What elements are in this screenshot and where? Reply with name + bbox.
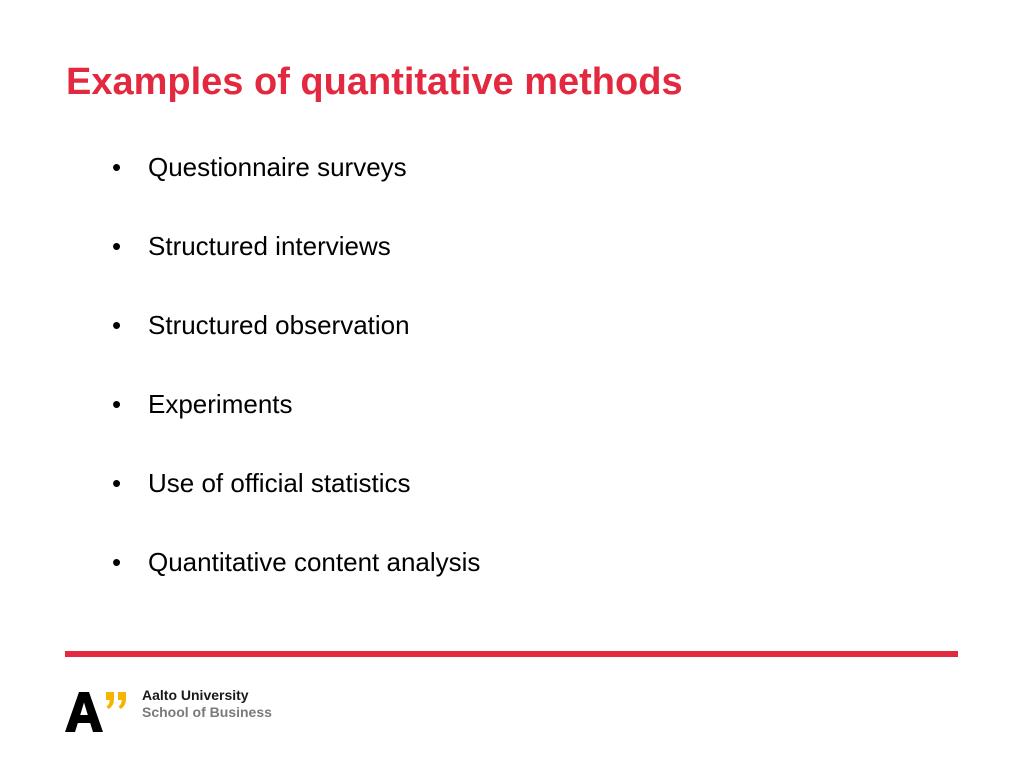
bullet-text: Use of official statistics xyxy=(148,468,411,498)
logo-text xyxy=(142,687,272,721)
aalto-logo-icon xyxy=(65,688,135,734)
footer-divider xyxy=(65,651,958,657)
bullet-icon: • xyxy=(112,389,122,419)
bullet-icon: • xyxy=(112,231,122,261)
bullet-text: Questionnaire surveys xyxy=(148,152,407,182)
logo-university-name: Aalto University xyxy=(142,687,249,703)
bullet-icon: • xyxy=(112,152,122,182)
bullet-icon: • xyxy=(112,468,122,498)
bullet-icon: • xyxy=(112,310,122,340)
aalto-logo xyxy=(65,688,285,734)
logo-school-name: School of Business xyxy=(142,704,272,720)
bullet-text: Quantitative content analysis xyxy=(148,547,481,577)
bullet-text: Experiments xyxy=(148,389,293,419)
slide-title: Examples of quantitative methods xyxy=(66,61,683,103)
bullet-text: Structured interviews xyxy=(148,231,391,261)
bullet-icon: • xyxy=(112,547,122,577)
bullet-text: Structured observation xyxy=(148,310,410,340)
